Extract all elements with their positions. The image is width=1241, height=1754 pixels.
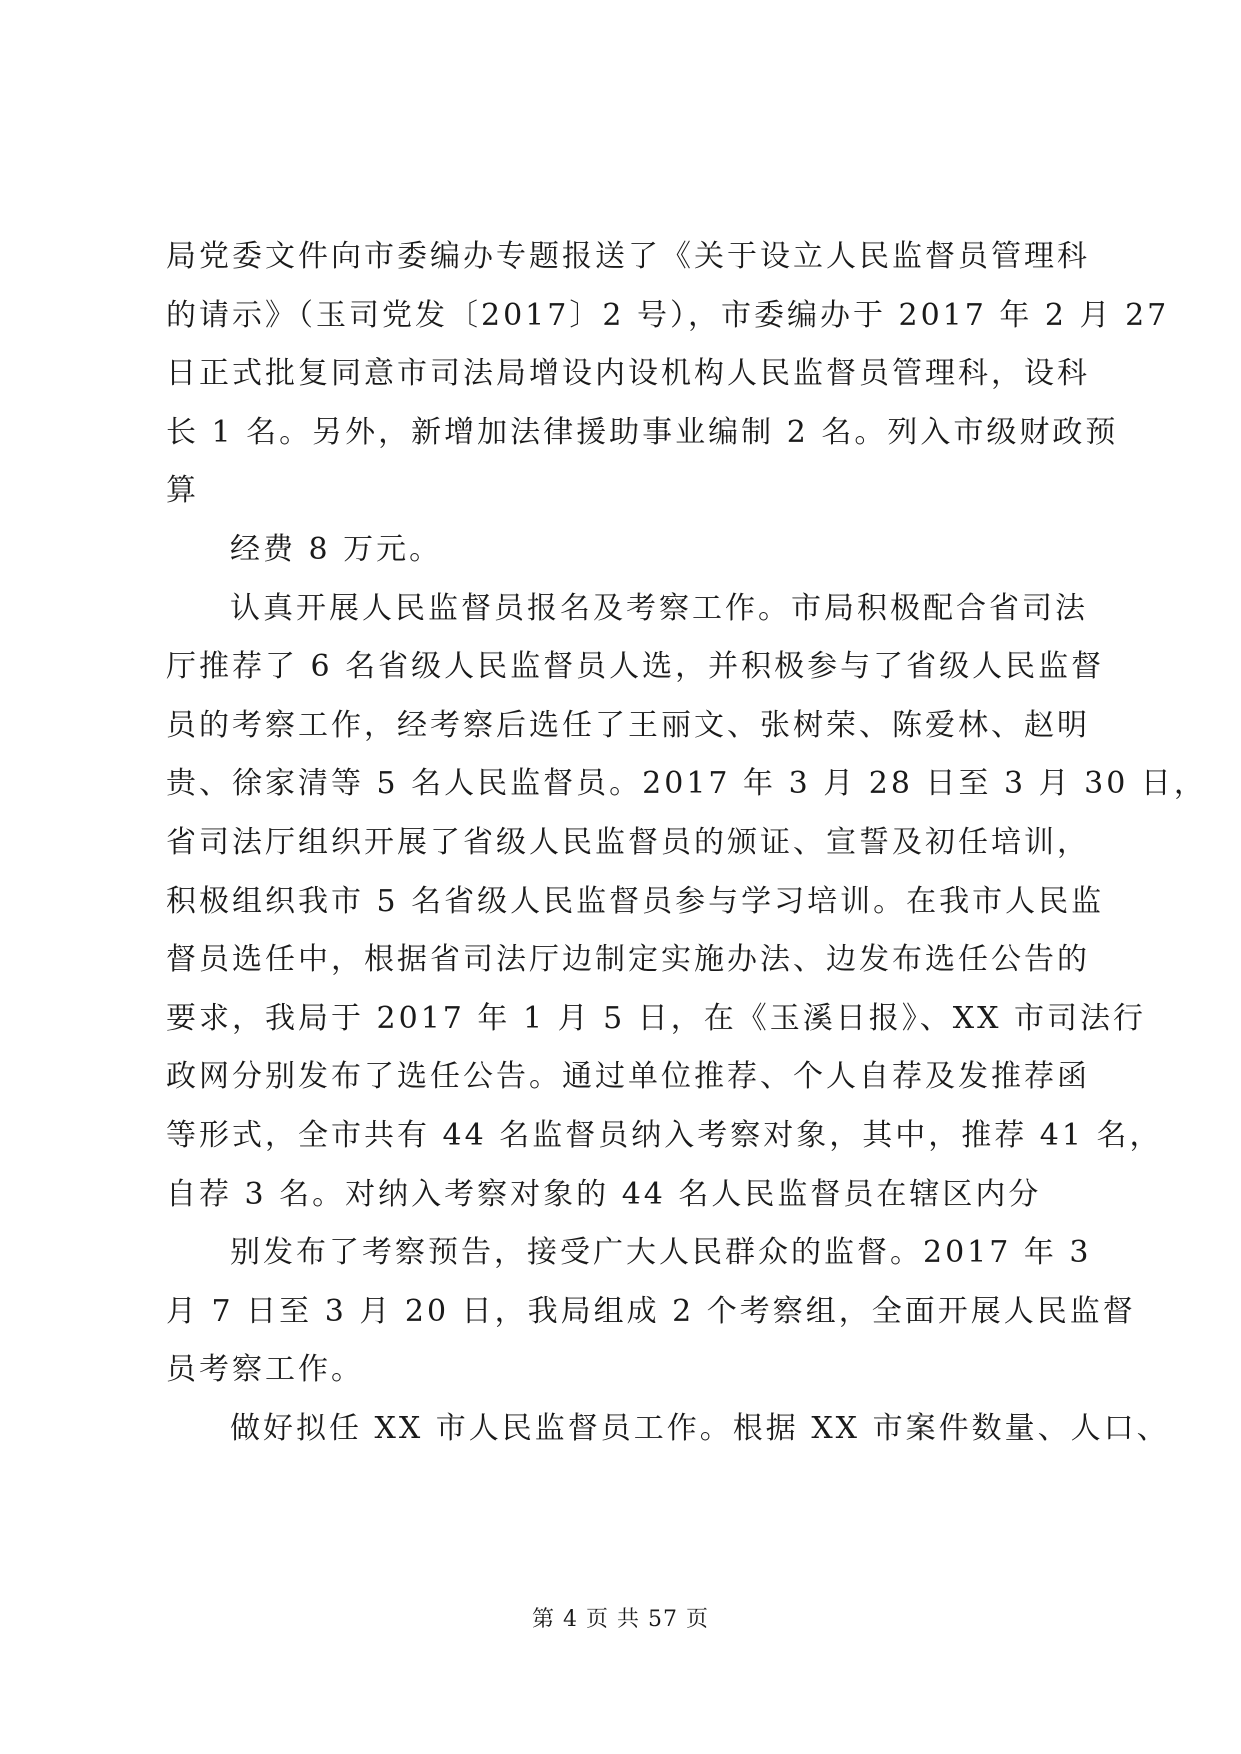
text-line: 要求，我局于 2017 年 1 月 5 日，在《玉溪日报》、XX 市司法行 — [166, 1000, 1146, 1036]
text-line: 自荐 3 名。对纳入考察对象的 44 名人民监督员在辖区内分 — [166, 1176, 1042, 1212]
paragraph-start-line: 认真开展人民监督员报名及考察工作。市局积极配合省司法 — [230, 590, 1088, 626]
text-line: 员考察工作。 — [166, 1352, 364, 1388]
text-line: 日正式批复同意市司法局增设内设机构人民监督员管理科，设科 — [166, 356, 1090, 392]
text-line: 贵、徐家清等 5 名人民监督员。2017 年 3 月 28 日至 3 月 30 日， — [166, 766, 1207, 802]
text-line: 局党委文件向市委编办专题报送了《关于设立人民监督员管理科 — [166, 239, 1090, 274]
text-line: 等形式，全市共有 44 名监督员纳入考察对象，其中，推荐 41 名， — [166, 1117, 1163, 1153]
text-line: 积极组织我市 5 名省级人民监督员参与学习培训。在我市人民监 — [166, 883, 1105, 919]
text-line: 督员选任中，根据省司法厅边制定实施办法、边发布选任公告的 — [166, 942, 1090, 978]
text-line: 厅推荐了 6 名省级人民监督员人选，并积极参与了省级人民监督 — [166, 649, 1105, 685]
document-body — [166, 228, 1207, 1458]
text-line: 月 7 日至 3 月 20 日，我局组成 2 个考察组，全面开展人民监督 — [166, 1293, 1136, 1329]
paragraph-start-line: 别发布了考察预告，接受广大人民群众的监督。2017 年 3 — [230, 1235, 1092, 1271]
text-line: 省司法厅组织开展了省级人民监督员的颁证、宣誓及初任培训， — [166, 824, 1090, 860]
text-line: 的请示》（玉司党发〔2017〕2 号），市委编办于 2017 年 2 月 27 — [166, 297, 1170, 333]
text-line: 长 1 名。另外，新增加法律援助事业编制 2 名。列入市级财政预 — [166, 414, 1119, 450]
paragraph-start-line: 经费 8 万元。 — [230, 531, 443, 567]
paragraph-start-line: 做好拟任 XX 市人民监督员工作。根据 XX 市案件数量、人口、 — [230, 1410, 1170, 1446]
text-line: 政网分别发布了选任公告。通过单位推荐、个人自荐及发推荐函 — [166, 1059, 1090, 1095]
page-number-footer: 第 4 页 共 57 页 — [532, 1607, 709, 1632]
text-line: 员的考察工作，经考察后选任了王丽文、张树荣、陈爱林、赵明 — [166, 707, 1090, 743]
text-line: 算 — [166, 473, 199, 509]
